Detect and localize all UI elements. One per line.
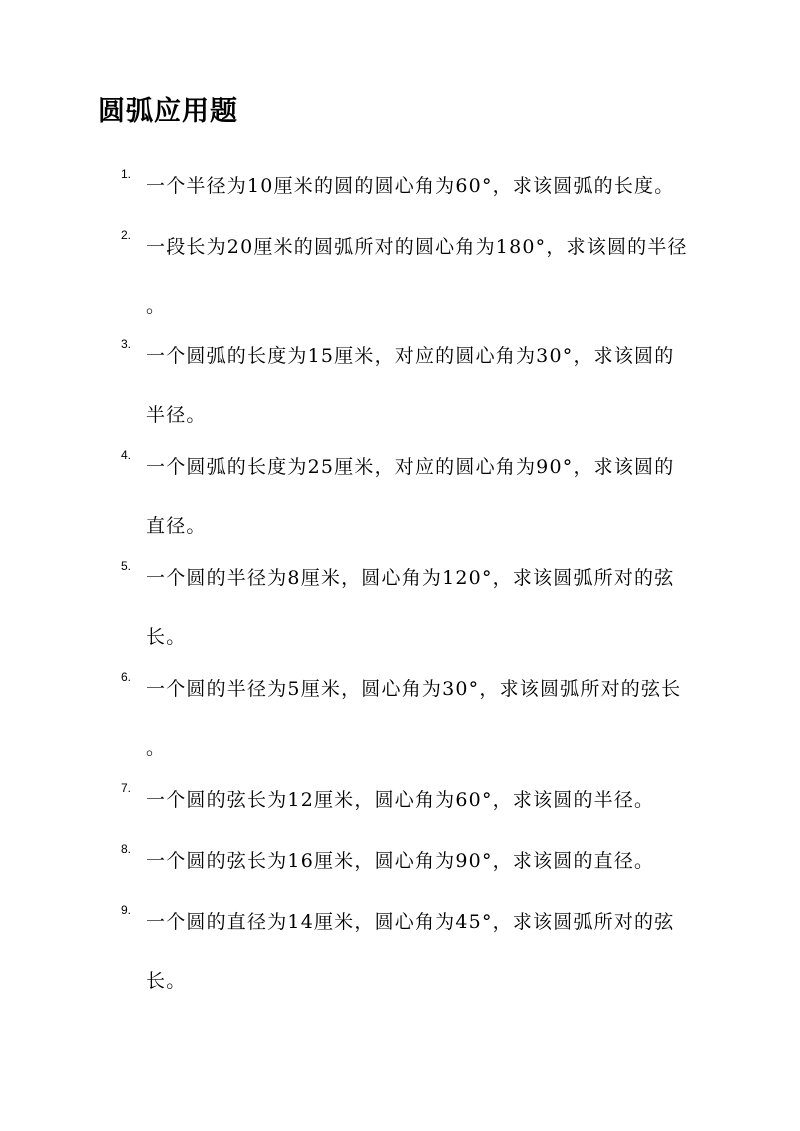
question-text: 一个圆的弦长为12厘米，圆心角为60°，求该圆的半径。 <box>146 789 655 811</box>
question-number: 4. <box>121 448 132 462</box>
question-number: 2. <box>121 228 132 242</box>
question-number: 5. <box>121 559 132 573</box>
question-number: 9. <box>121 903 132 917</box>
question-number: 6. <box>121 670 132 684</box>
question-number: 7. <box>121 781 132 795</box>
question-text: 一个圆的半径为5厘米，圆心角为30°，求该圆弧所对的弦长 。 <box>146 678 682 759</box>
page-title: 圆弧应用题 <box>98 96 238 127</box>
question-text: 一个圆的半径为8厘米，圆心角为120°，求该圆弧所对的弦 长。 <box>146 567 675 648</box>
question-number: 3. <box>121 337 132 351</box>
question-text: 一个半径为10厘米的圆的圆心角为60°，求该圆弧的长度。 <box>146 175 675 197</box>
question-text: 一个圆弧的长度为15厘米，对应的圆心角为30°，求该圆的 半径。 <box>146 345 675 426</box>
question-text: 一个圆弧的长度为25厘米，对应的圆心角为90°，求该圆的 直径。 <box>146 456 675 537</box>
question-text: 一个圆的弦长为16厘米，圆心角为90°，求该圆的直径。 <box>146 850 655 872</box>
question-number: 8. <box>121 842 132 856</box>
question-number: 1. <box>121 167 132 181</box>
question-text: 一个圆的直径为14厘米，圆心角为45°，求该圆弧所对的弦 长。 <box>146 911 675 992</box>
question-text: 一段长为20厘米的圆弧所对的圆心角为180°，求该圆的半径 。 <box>146 236 688 317</box>
